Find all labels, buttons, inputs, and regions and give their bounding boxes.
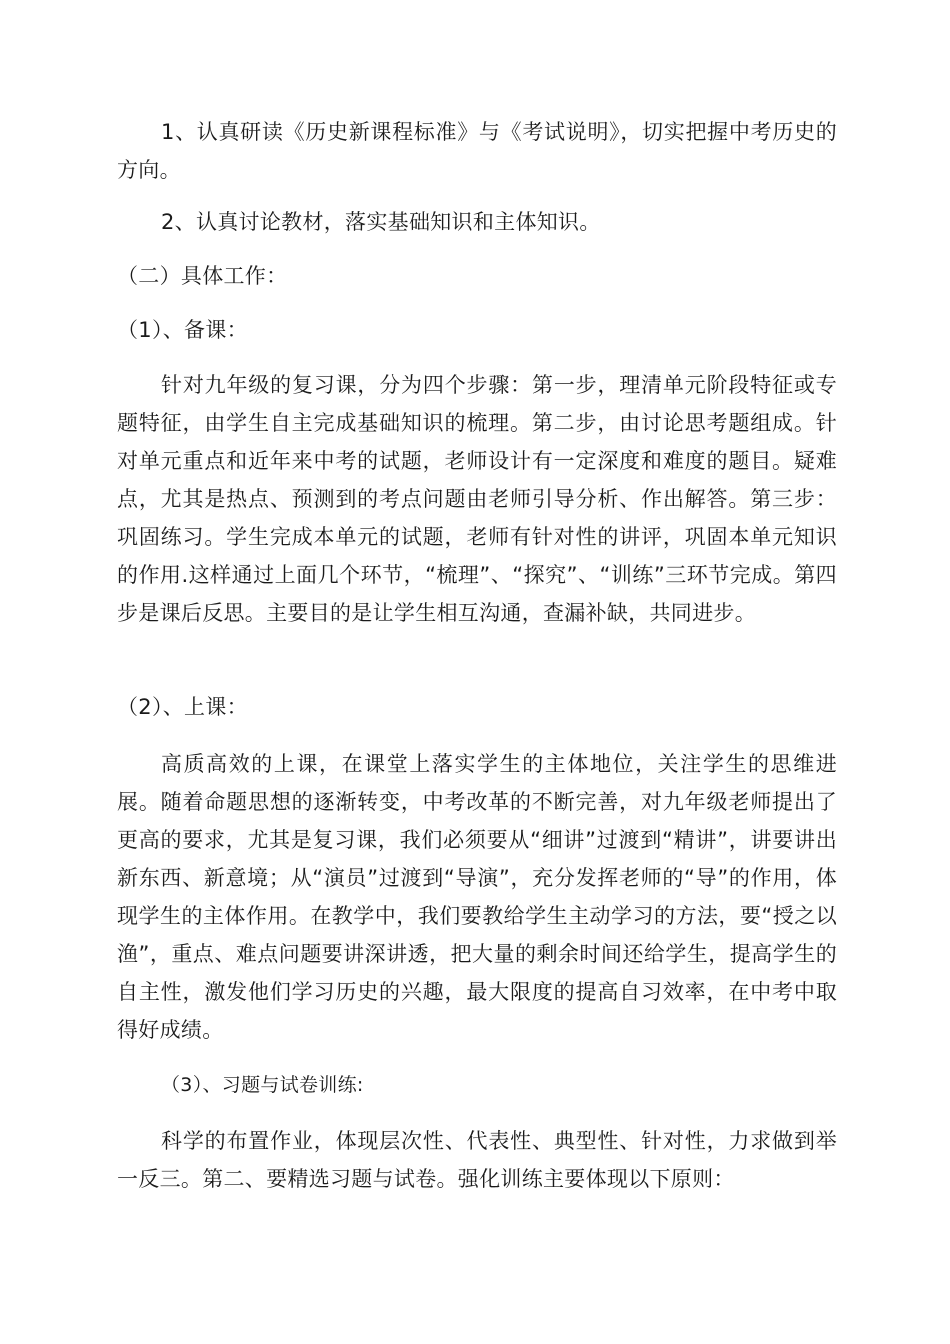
heading-specific-work: （二）具体工作：	[117, 264, 288, 288]
heading-lesson-prep: （1）、备课：	[117, 318, 248, 342]
paragraph-exercises: 科学的布置作业，体现层次性、代表性、典型性、针对性，力求做到举一反三。第二、要精选习题与试卷。强化训练主要体现以下原则：	[117, 1129, 837, 1191]
paragraph-lesson-prep: 针对九年级的复习课，分为四个步骤：第一步，理清单元阶段特征或专题特征，由学生自主完成基础知识的梳理。第二步，由讨论思考题组成。针对单元重点和近年来中考的试题，老师设计有一定深度和难度的题目。疑难点，尤其是热点、预测到的考点问题由老师引导分析、作出解答。第三步：巩固练习。学生完成本单元的试题，老师有针对性的讲评，巩固本单元知识的作用.这样通过上面几个环节，“梳理”、“探究”、“训练”三环节完成。第四步是课后反思。主要目的是让学生相互沟通，查漏补缺，共同进步。	[117, 373, 837, 625]
heading-teaching: （2）、上课：	[117, 695, 248, 719]
paragraph-textbook: 2、认真讨论教材，落实基础知识和主体知识。	[161, 210, 601, 234]
heading-exercises: （3）、习题与试卷训练:	[161, 1074, 364, 1096]
paragraph-standards: 1、认真研读《历史新课程标准》与《考试说明》，切实把握中考历史的方向。	[117, 120, 837, 182]
paragraph-teaching: 高质高效的上课，在课堂上落实学生的主体地位，关注学生的思维进展。随着命题思想的逐渐转变，中考改革的不断完善，对九年级老师提出了更高的要求，尤其是复习课，我们必须要从“细讲”过渡到“精讲”，讲要讲出新东西、新意境；从“演员”过渡到“导演”，充分发挥老师的“导”的作用，体现学生的主体作用。在教学中，我们要教给学生主动学习的方法，要“授之以渔”，重点、难点问题要讲深讲透，把大量的剩余时间还给学生，提高学生的自主性，激发他们学习历史的兴趣，最大限度的提高自习效率，在中考中取得好成绩。	[117, 752, 837, 1042]
